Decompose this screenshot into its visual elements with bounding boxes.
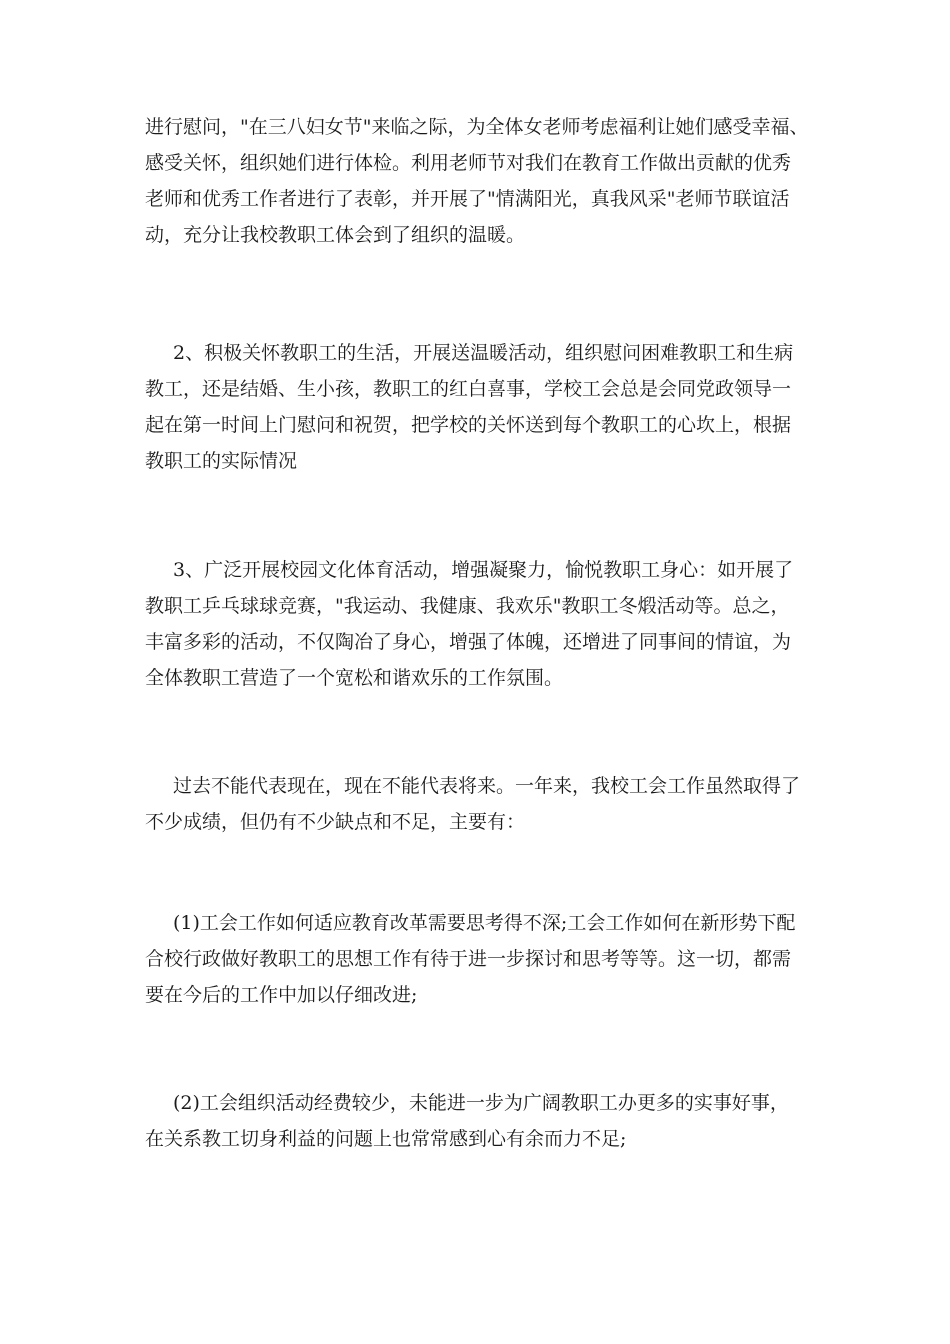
text-line: 老师和优秀工作者进行了表彰，并开展了"情满阳光，真我风采"老师节联谊活 — [145, 188, 790, 210]
paragraph-shortcomings-intro — [145, 768, 815, 840]
text-line: 不少成绩，但仍有不少缺点和不足，主要有： — [145, 811, 526, 833]
text-line: (2)工会组织活动经费较少，未能进一步为广阔教职工办更多的实事好事， — [173, 1092, 789, 1114]
text-line: 过去不能代表现在，现在不能代表将来。一年来，我校工会工作虽然取得了 — [173, 775, 801, 797]
text-line: 2、积极关怀教职工的生活，开展送温暖活动，组织慰问困难教职工和生病 — [173, 342, 794, 364]
text-line: 教职工的实际情况 — [145, 450, 298, 472]
text-line: 进行慰问，"在三八妇女节"来临之际，为全体女老师考虑福利让她们感受幸福、 — [145, 116, 809, 138]
text-line: (1)工会工作如何适应教育改革需要思考得不深;工会工作如何在新形势下配 — [173, 912, 796, 934]
text-line: 教工，还是结婚、生小孩，教职工的红白喜事，学校工会总是会同党政领导一 — [145, 378, 792, 400]
text-line: 3、广泛开展校园文化体育活动，增强凝聚力，愉悦教职工身心：如开展了 — [173, 559, 794, 581]
paragraph-shortcoming-1 — [145, 905, 815, 1013]
text-line: 动，充分让我校教职工体会到了组织的温暖。 — [145, 224, 526, 246]
paragraph-union-welfare-continued — [145, 109, 815, 253]
text-line: 丰富多彩的活动，不仅陶冶了身心，增强了体魄，还增进了同事间的情谊，为 — [145, 631, 792, 653]
paragraph-shortcoming-2 — [145, 1085, 815, 1157]
text-line: 全体教职工营造了一个宽松和谐欢乐的工作氛围。 — [145, 667, 564, 689]
paragraph-item-2 — [145, 335, 815, 479]
text-line: 教职工乒乓球球竞赛，"我运动、我健康、我欢乐"教职工冬煅活动等。总之， — [145, 595, 790, 617]
text-line: 在关系教工切身利益的问题上也常常感到心有余而力不足; — [145, 1128, 627, 1150]
text-line: 要在今后的工作中加以仔细改进; — [145, 984, 418, 1006]
paragraph-item-3 — [145, 552, 815, 696]
text-line: 起在第一时间上门慰问和祝贺，把学校的关怀送到每个教职工的心坎上，根据 — [145, 414, 792, 436]
text-line: 合校行政做好教职工的思想工作有待于进一步探讨和思考等等。这一切，都需 — [145, 948, 792, 970]
text-line: 感受关怀，组织她们进行体检。利用老师节对我们在教育工作做出贡献的优秀 — [145, 152, 792, 174]
